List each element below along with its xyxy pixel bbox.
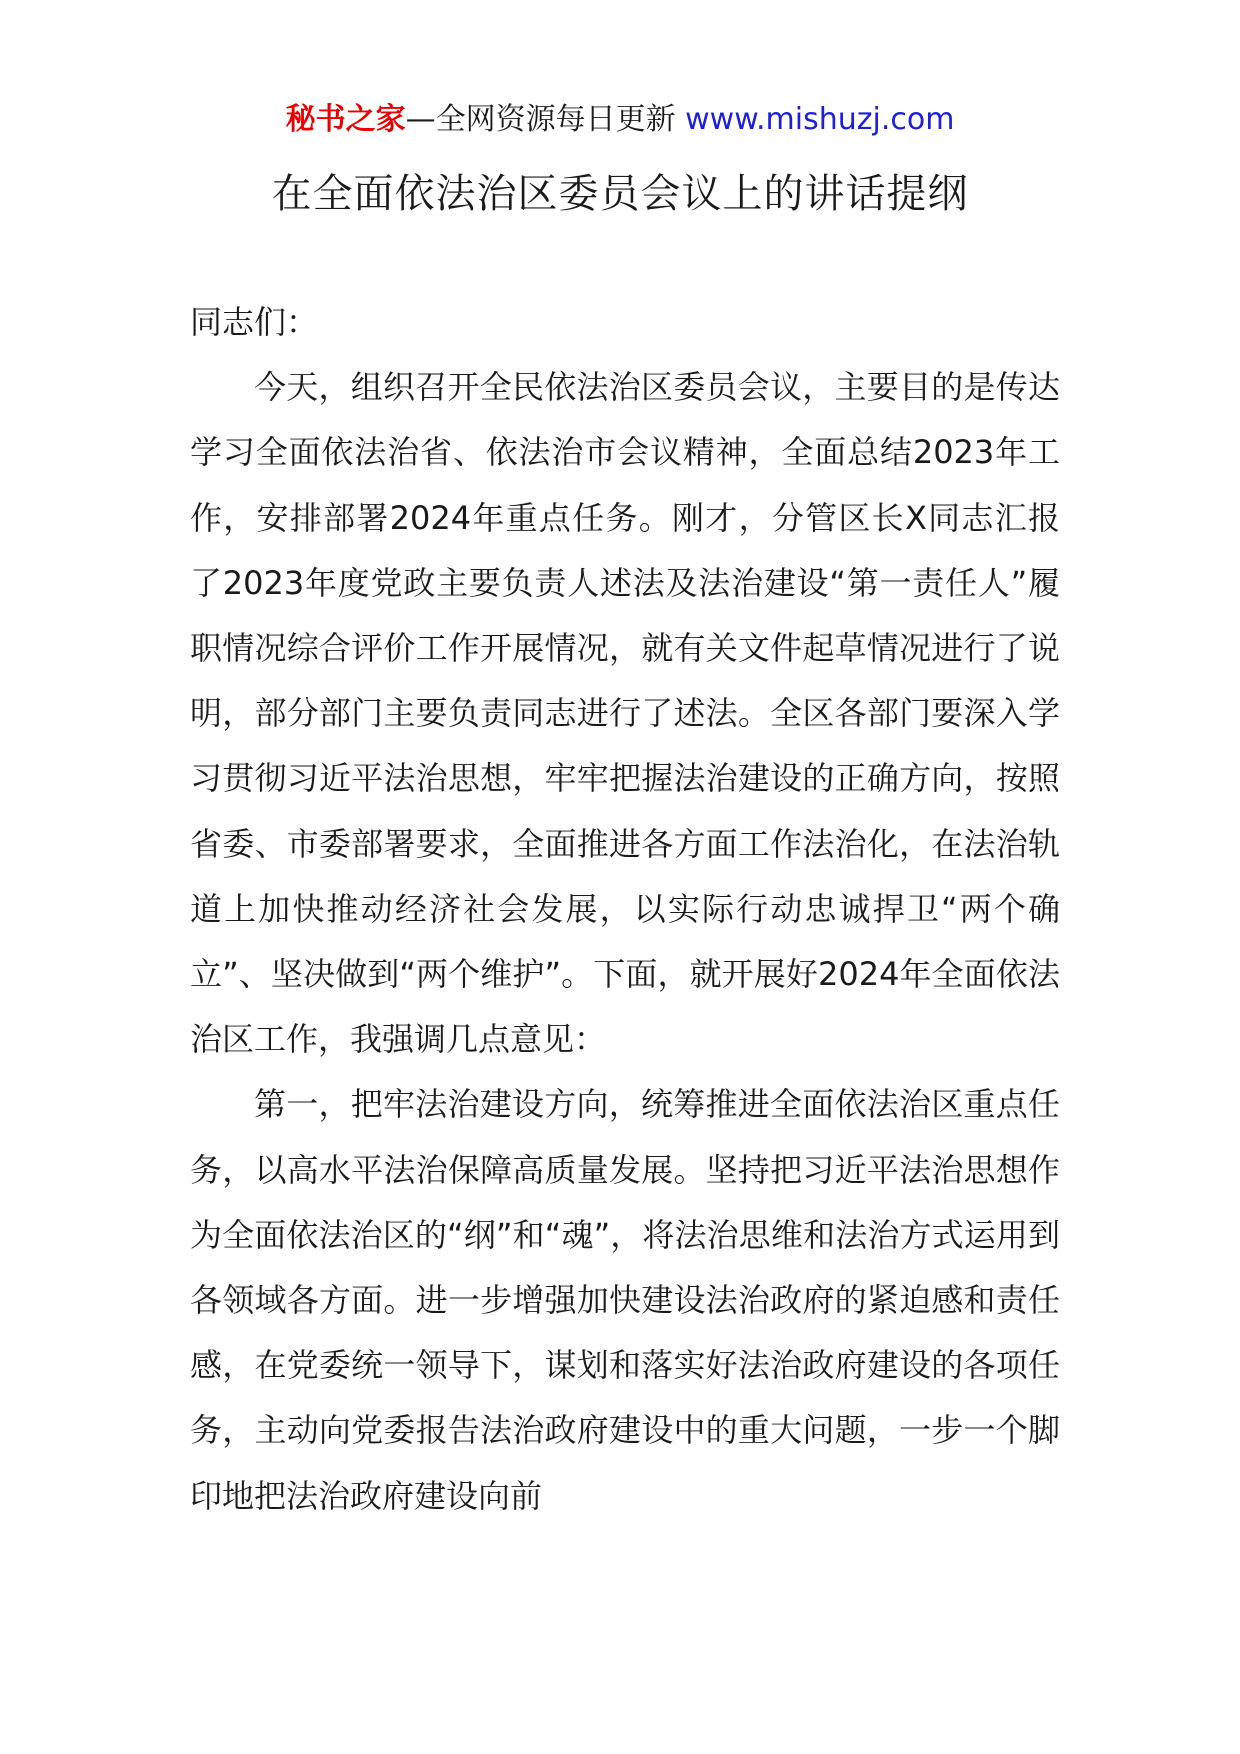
paragraph-intro: 今天，组织召开全民依法治区委员会议，主要目的是传达学习全面依法治省、依法治市会议精神，全面总结2023年工作，安排部署2024年重点任务。刚才，分管区长X同志汇报了2023年度党政主要负责人述法及法治建设“第一责任人”履职情况综合评价工作开展情况，就有关文件起草情况进行了说明，部分部门主要负责同志进行了述法。全区各部门要深入学习贯彻习近平法治思想，牢牢把握法治建设的正确方向，按照省委、市委部署要求，全面推进各方面工作法治化，在法治轨道上加快推动经济社会发展，以实际行动忠诚捍卫“两个确立”、坚决做到“两个维护”。下面，就开展好2024年全面依法治区工作，我强调几点意见： xyxy=(190,368,1060,1059)
paragraph-first-point: 第一，把牢法治建设方向，统筹推进全面依法治区重点任务，以高水平法治保障高质量发展。坚持把习近平法治思想作为全面依法治区的“纲”和“魂”，将法治思维和法治方式运用到各领域各方面。进一步增强加快建设法治政府的紧迫感和责任感，在党委统一领导下，谋划和落实好法治政府建设的各项任务，主动向党委报告法治政府建设中的重大问题，一步一个脚印地把法治政府建设向前 xyxy=(190,1085,1060,1515)
salutation: 同志们： xyxy=(190,303,319,341)
document-title: 在全面依法治区委员会议上的讲话提纲 xyxy=(271,171,969,217)
site-url-link[interactable]: www.mishuzj.com xyxy=(685,102,955,137)
document-body xyxy=(190,290,1060,1529)
site-tagline: —全网资源每日更新 xyxy=(405,102,686,137)
site-brand: 秘书之家 xyxy=(285,102,406,137)
site-banner xyxy=(0,100,1240,140)
